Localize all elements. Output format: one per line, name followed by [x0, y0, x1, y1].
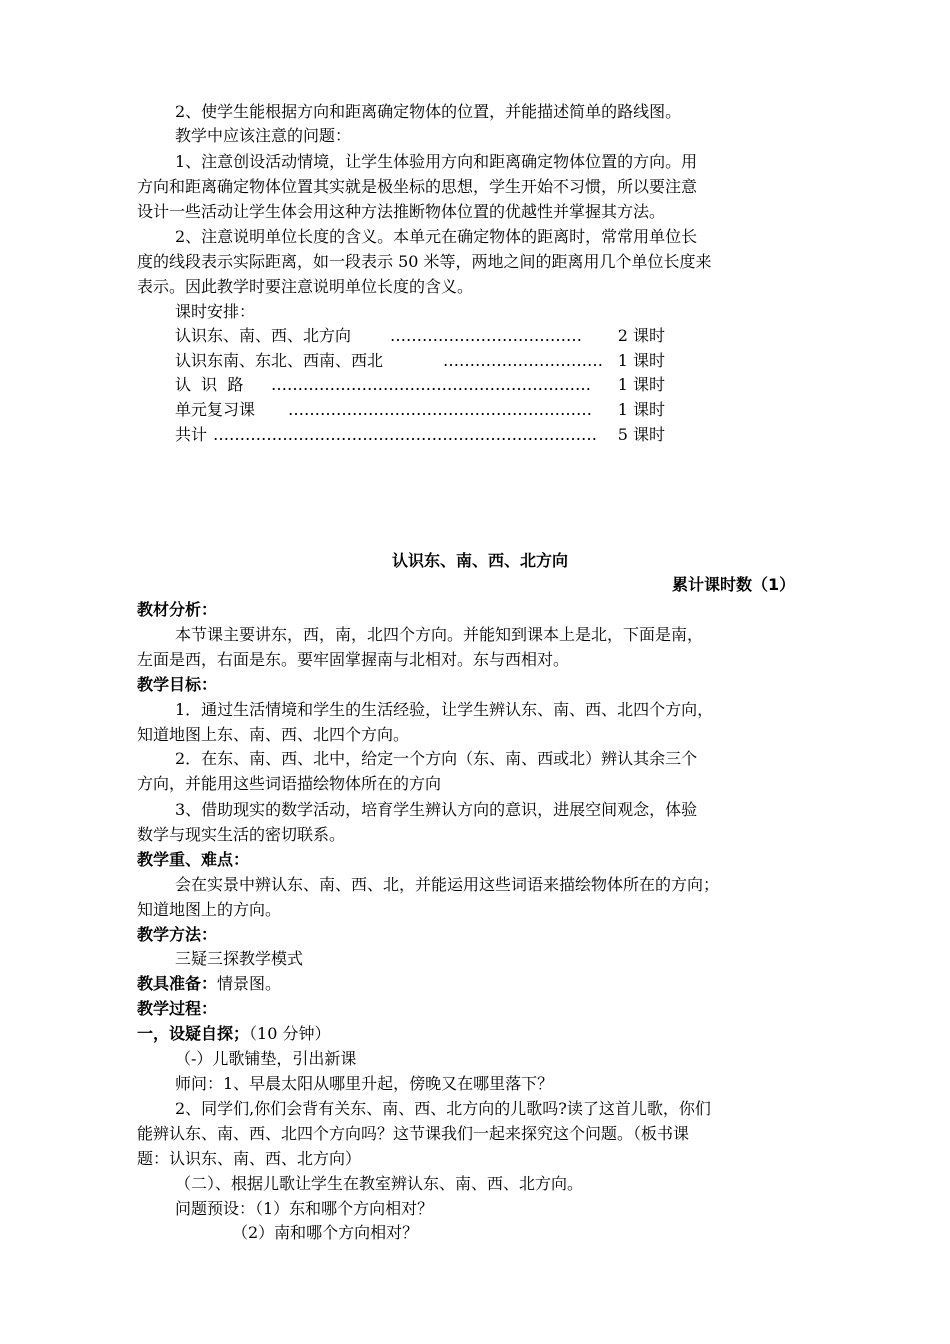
note-2-line-2: 度的线段表示实际距离，如一段表示 50 米等，两地之间的距离用几个单位长度来 [137, 252, 712, 271]
analysis-heading: 教材分析： [137, 600, 218, 619]
note-2-line-3: 表示。因此教学时要注意说明单位长度的含义。 [137, 277, 474, 296]
section-1-title: 一，设疑自探； [137, 1024, 250, 1043]
schedule-row-value: 2 课时 [617, 326, 665, 345]
lesson-title: 认识东、南、西、北方向 [392, 551, 569, 570]
schedule-row-label: 认 识 路 [175, 375, 244, 394]
sub-section-1: （-）儿歌铺垫，引出新课 [175, 1049, 357, 1068]
schedule-row-leader: ……………………………………………………………… [213, 425, 597, 444]
question-2-line-2: 能辨认东、南、西、北四个方向吗？这节课我们一起来探究这个问题。（板书课 [137, 1124, 690, 1143]
question-2-line-3: 题：认识东、南、西、北方向） [137, 1149, 362, 1168]
schedule-row-label: 认识东南、东北、西南、西北 [175, 351, 384, 370]
key-points-line-1: 会在实景中辨认东、南、西、北，并能运用这些词语来描绘物体所在的方向； [175, 875, 720, 894]
schedule-row-label: 共计 [175, 425, 208, 444]
note-1-line-2: 方向和距离确定物体位置其实就是极坐标的思想，学生开始不习惯，所以要注意 [137, 177, 698, 196]
schedule-row [175, 398, 665, 422]
schedule-row [175, 349, 665, 373]
analysis-line-1: 本节课主要讲东，西，南，北四个方向。并能知到课本上是北，下面是南， [175, 625, 704, 644]
goals-line-4: 方向，并能用这些词语描绘物体所在的方向 [137, 774, 442, 793]
key-points-line-2: 知道地图上的方向。 [137, 900, 282, 919]
attention-heading: 教学中应该注意的问题： [175, 126, 352, 145]
schedule-row [175, 423, 665, 447]
section-1-heading [137, 1022, 330, 1046]
schedule-row-leader: ………………………………………………… [288, 400, 592, 419]
lesson-count: 累计课时数（1） [672, 575, 796, 594]
schedule-row-leader: ……………………………… [390, 326, 582, 345]
note-2-line-1: 2、注意说明单位长度的含义。本单元在确定物体的距离时，常常用单位长 [175, 227, 698, 246]
analysis-line-2: 左面是西，右面是东。要牢固掌握南与北相对。东与西相对。 [137, 650, 570, 669]
schedule-row-leader: ………………………… [443, 351, 603, 370]
goals-line-2: 知道地图上东、南、西、北四个方向。 [137, 725, 410, 744]
prep-value: 情景图。 [217, 974, 282, 993]
goals-line-1: 1．通过生活情境和学生的生活经验，让学生辨认东、南、西、北四个方向， [175, 700, 714, 719]
schedule-row-label: 认识东、南、西、北方向 [175, 326, 352, 345]
schedule-row [175, 324, 665, 348]
note-1-line-1: 1、注意创设活动情境，让学生体验用方向和距离确定物体位置的方向。用 [175, 152, 698, 171]
goals-line-6: 数学与现实生活的密切联系。 [137, 825, 346, 844]
question-2-line-1: 2、同学们,你们会背有关东、南、西、北方向的儿歌吗?读了这首儿歌，你们 [175, 1099, 711, 1118]
prep-label: 教具准备： [137, 974, 218, 993]
sub-section-2: （二）、根据儿歌让学生在教室辨认东、南、西、北方向。 [175, 1174, 584, 1193]
schedule-row-value: 5 课时 [617, 425, 665, 444]
schedule-row [175, 373, 665, 397]
section-1-time: （10 分钟） [249, 1024, 331, 1043]
schedule-heading: 课时安排： [175, 302, 256, 321]
goals-line-5: 3、借助现实的数学活动，培育学生辨认方向的意识，进展空间观念，体验 [175, 800, 698, 819]
process-heading: 教学过程： [137, 999, 218, 1018]
prep-line [137, 972, 281, 996]
preset-question-1: 问题预设：（1）东和哪个方向相对？ [175, 1199, 434, 1218]
goal-2-text: 2、使学生能根据方向和距离确定物体的位置，并能描述简单的路线图。 [175, 102, 682, 121]
schedule-row-label: 单元复习课 [175, 400, 256, 419]
note-1-line-3: 设计一些活动让学生体会用这种方法推断物体位置的优越性并掌握其方法。 [137, 202, 666, 221]
question-1: 师问：1、早晨太阳从哪里升起，傍晚又在哪里落下？ [175, 1074, 554, 1093]
goals-line-3: 2．在东、南、西、北中，给定一个方向（东、南、西或北）辨认其余三个 [175, 749, 698, 768]
goals-heading: 教学目标： [137, 675, 218, 694]
preset-question-2: （2）南和哪个方向相对？ [232, 1223, 419, 1242]
schedule-row-value: 1 课时 [617, 400, 665, 419]
method-text: 三疑三探教学模式 [175, 949, 304, 968]
schedule-row-value: 1 课时 [617, 375, 665, 394]
schedule-row-value: 1 课时 [617, 351, 665, 370]
key-points-heading: 教学重、难点： [137, 850, 250, 869]
schedule-row-leader: …………………………………………………… [271, 375, 591, 394]
method-heading: 教学方法： [137, 925, 218, 944]
